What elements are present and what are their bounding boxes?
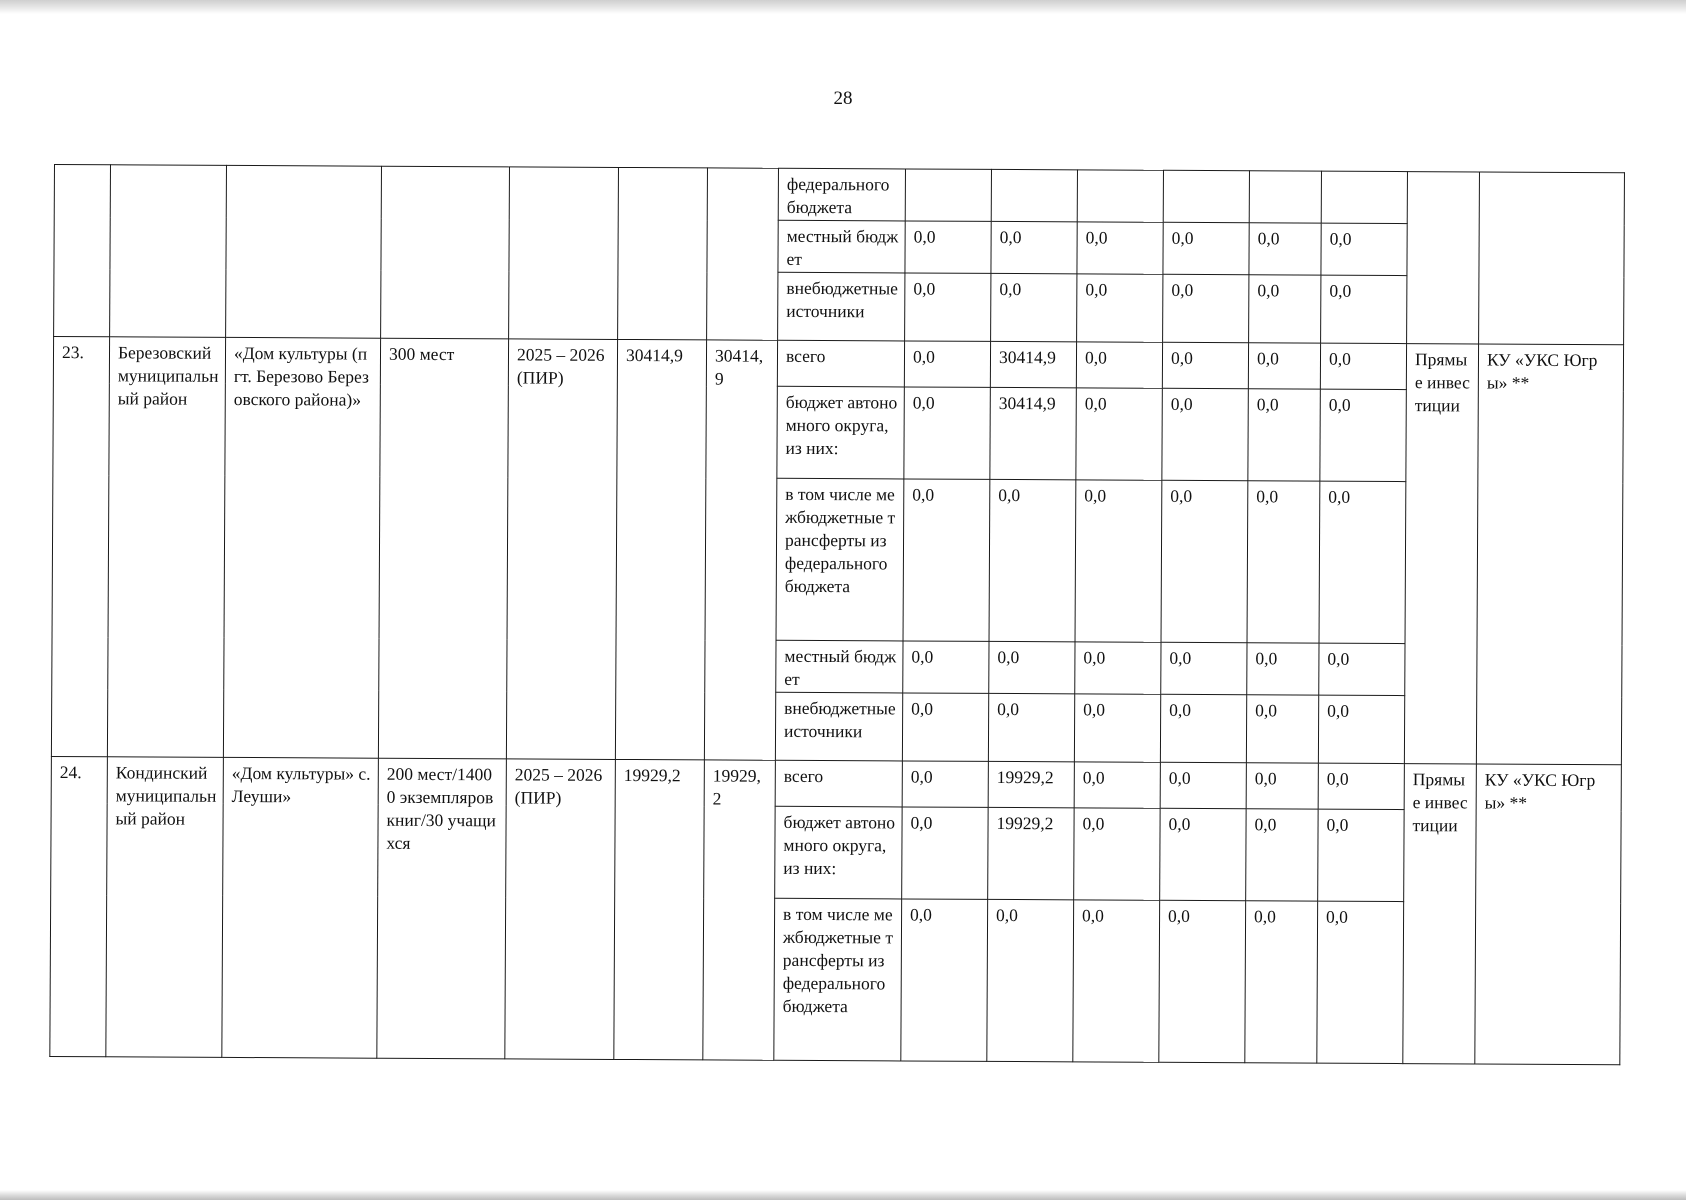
cell-value [1077,170,1163,222]
cell-value [1163,170,1249,222]
cell-value: 0,0 [1077,222,1163,274]
cell-value: 0,0 [1074,762,1160,808]
scan-edge-top [0,0,1686,14]
cell-value: 19929,2 [988,761,1074,807]
cell-value [991,169,1077,221]
cell-value: 0,0 [1161,642,1247,694]
cell-remaining [707,168,779,340]
cell-value: 0,0 [904,341,990,387]
cell-value: 0,0 [1318,763,1404,809]
cell-value: 0,0 [989,641,1075,693]
cell-capacity: 200 мест/14000 экземпляров книг/30 учащихся [377,758,507,1059]
cell-value: 0,0 [1247,643,1319,695]
cell-value: 0,0 [902,693,988,761]
scan-edge-bottom [0,1190,1686,1200]
cell-value: 0,0 [1246,763,1318,809]
cell-capacity [381,166,510,339]
cell-num [54,165,111,337]
cell-value: 0,0 [991,221,1077,273]
cell-num: 24. [50,756,108,1056]
cell-value: 0,0 [902,761,988,807]
cell-value: 0,0 [1074,808,1160,900]
cell-value: 0,0 [991,273,1077,341]
cell-source: бюджет автономного округа, из них: [777,386,904,479]
cell-value: 0,0 [1320,389,1406,481]
cell-value: 0,0 [1076,342,1162,388]
cell-value: 0,0 [1249,223,1321,275]
cell-value: 0,0 [1318,695,1404,763]
cell-value: 0,0 [905,273,991,341]
cell-municipality [110,165,227,338]
cell-value: 0,0 [1246,809,1318,901]
cell-source: местный бюджет [776,640,903,693]
cell-source: бюджет автономного округа, из них: [775,806,902,899]
cell-value: 0,0 [988,693,1074,761]
cell-object [226,165,382,338]
cell-value: 0,0 [1245,901,1318,1063]
cell-value: 0,0 [1074,694,1160,762]
cell-value: 0,0 [1077,274,1163,342]
cell-value: 0,0 [1249,275,1321,343]
investment-table [49,164,1625,1065]
cell-source: всего [775,760,902,807]
cell-value: 30414,9 [990,387,1076,479]
cell-value: 0,0 [1073,900,1160,1062]
cell-mechanism: Прямые инвестиции [1404,344,1478,764]
cell-cost: 30414,9 [615,339,706,759]
cell-value: 0,0 [1161,480,1248,642]
cell-source: всего [777,340,904,387]
cell-value: 0,0 [1163,222,1249,274]
cell-source: в том числе межбюджетные трансферты из федерального бюджета [774,898,902,1061]
cell-value: 0,0 [1075,642,1161,694]
cell-value: 19929,2 [988,807,1074,899]
cell-object: «Дом культуры (пгт. Березово Березовского района)» [223,337,380,758]
cell-object: «Дом культуры» с. Леуши» [222,757,379,1058]
cell-remaining: 30414,9 [704,340,777,760]
cell-customer: КУ «УКС Югры» ** [1475,764,1622,1065]
cell-value [1321,171,1407,223]
table-row [54,165,1624,225]
page-number: 28 [833,88,853,109]
cell-cost [618,167,708,339]
cell-municipality: Березовский муниципальный район [107,337,225,758]
cell-value: 0,0 [1162,342,1248,388]
cell-capacity: 300 мест [378,338,508,759]
cell-value: 0,0 [1319,643,1405,695]
cell-value: 0,0 [904,387,990,479]
cell-value: 0,0 [901,899,988,1061]
table-row [51,756,1621,810]
cell-value: 0,0 [1248,389,1320,481]
cell-source: местный бюджет [778,220,905,273]
cell-period: 2025 – 2026 (ПИР) [505,759,616,1060]
cell-remaining: 19929,2 [703,760,776,1060]
cell-value: 0,0 [1076,388,1162,480]
cell-value [905,169,991,221]
cell-period [509,167,619,340]
cell-value: 0,0 [905,221,991,273]
cell-customer [1479,172,1625,345]
cell-municipality: Кондинский муниципальный район [106,757,224,1058]
cell-mechanism: Прямые инвестиции [1403,764,1477,1064]
cell-source: в том числе межбюджетные трансферты из федерального бюджета [776,478,904,641]
cell-period: 2025 – 2026 (ПИР) [506,339,617,760]
cell-value: 0,0 [1321,223,1407,275]
cell-value: 0,0 [989,479,1076,641]
cell-value: 0,0 [987,899,1074,1061]
cell-num: 23. [51,337,109,757]
cell-value [1249,171,1321,223]
cell-value: 0,0 [1160,694,1246,762]
cell-value: 0,0 [903,479,990,641]
cell-value: 0,0 [1160,808,1246,900]
cell-value: 0,0 [1318,809,1404,901]
cell-value: 0,0 [1160,762,1246,808]
cell-value: 0,0 [1317,901,1404,1063]
cell-value: 0,0 [1319,481,1406,643]
cell-value: 0,0 [1320,343,1406,389]
cell-value: 0,0 [1075,480,1162,642]
cell-value: 0,0 [1248,343,1320,389]
cell-value: 0,0 [1321,275,1407,343]
cell-value: 0,0 [1247,481,1320,643]
cell-value: 0,0 [1159,900,1246,1062]
cell-mechanism [1407,172,1480,344]
cell-value: 0,0 [1246,695,1318,763]
cell-value: 0,0 [903,641,989,693]
cell-customer: КУ «УКС Югры» ** [1476,344,1623,765]
cell-value: 30414,9 [990,341,1076,387]
table-row [53,337,1623,391]
cell-source: федерального бюджета [778,168,905,221]
cell-source: внебюджетные источники [778,272,905,341]
cell-value: 0,0 [902,807,988,899]
cell-value: 0,0 [1163,274,1249,342]
cell-value: 0,0 [1162,388,1248,480]
cell-cost: 19929,2 [614,759,705,1059]
cell-source: внебюджетные источники [775,692,902,761]
